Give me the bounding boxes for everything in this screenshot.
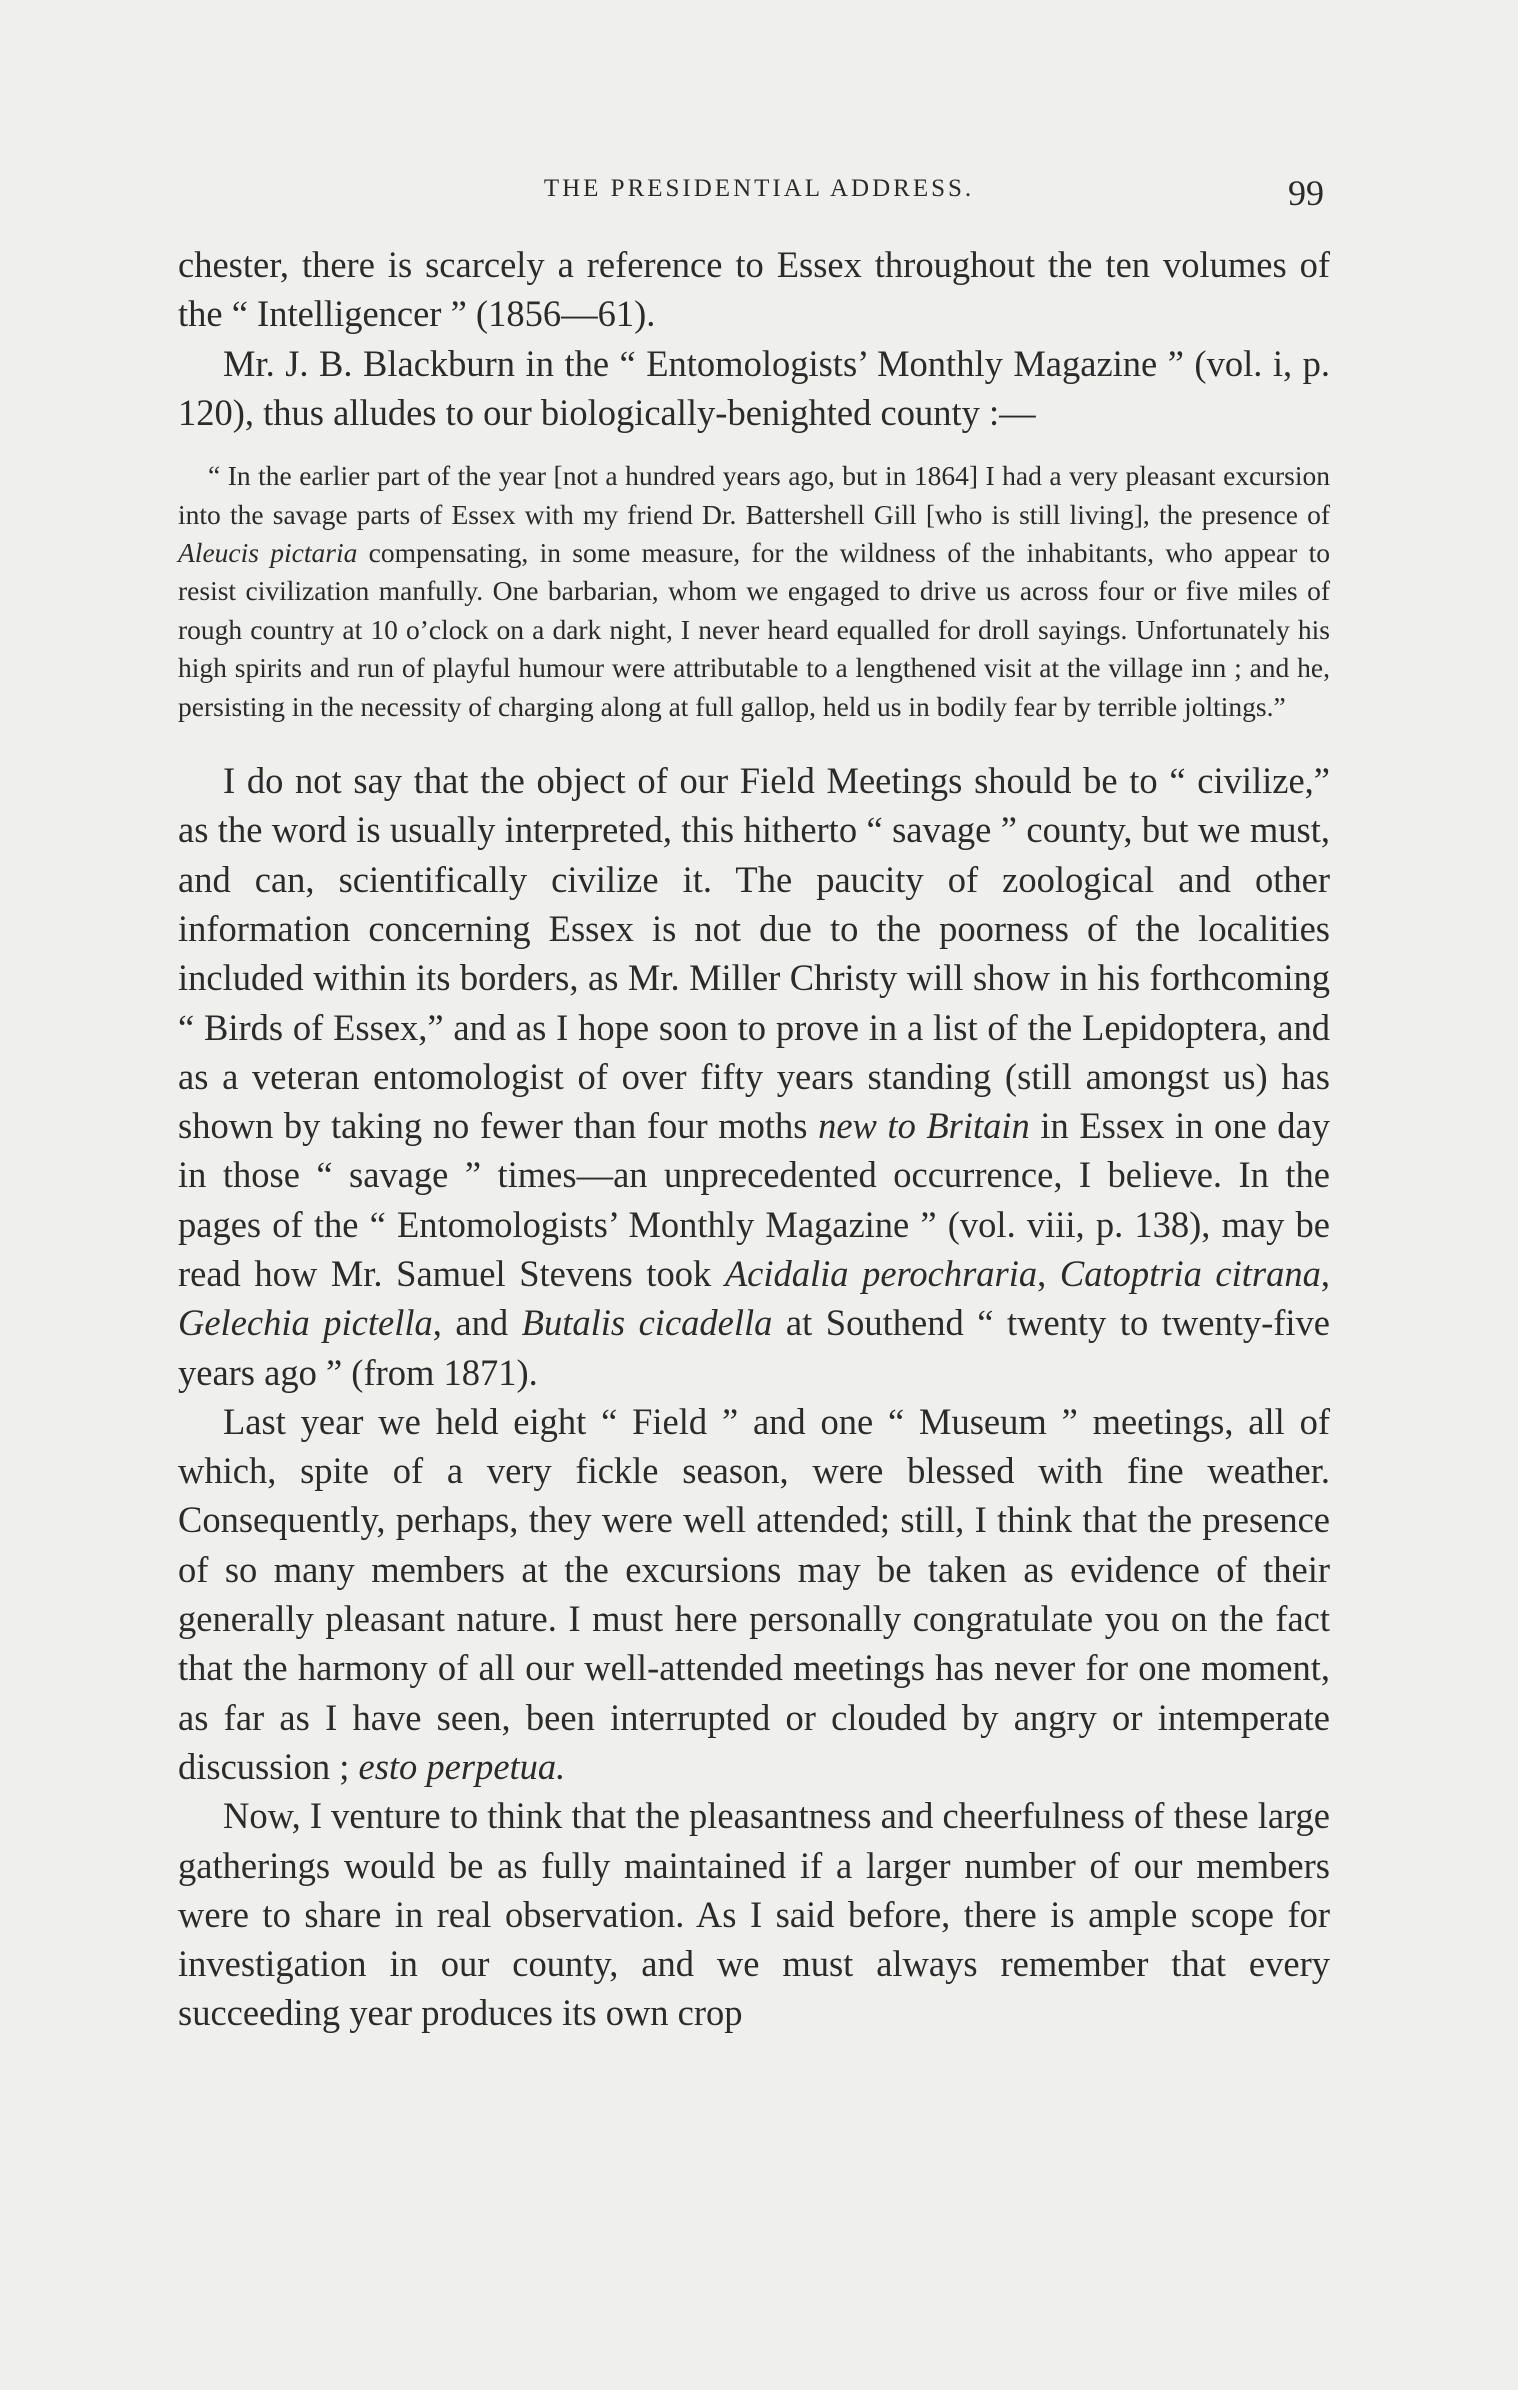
paragraph-continuation: chester, there is scarcely a reference to Essex throughout the ten volumes of the “ Intelligencer ” (1856—61). [178, 244, 1330, 335]
quote-text-end: compensating, in some measure, for the wildness of the inhabitants, who appear to resist civilization manfully. One barbarian, whom we engaged to drive us across four or five miles of rough country at 10 o’clock on a dark night, I never heard equalled for droll sayings. Unfortunately his high spirits and run of playful humour were attributable to a lengthened visit at the village inn ; and he, persisting in the necessity of charging along at full gallop, held us in bodily fear by terrible joltings.” [178, 537, 1330, 722]
paragraph-last-year [178, 1397, 1330, 1791]
block-quote [178, 457, 1330, 726]
species-name: Gelechia pictella [178, 1302, 433, 1344]
body-text [178, 240, 1330, 2038]
quote-species-name: Aleucis pictaria [178, 537, 358, 568]
text-run: at Southend “ twenty to twenty-five years ago ” (from 1871). [178, 1302, 1330, 1393]
italic-run: new to Britain [818, 1105, 1030, 1147]
italic-run: esto perpetua. [358, 1745, 566, 1787]
species-name: Acidalia perochraria [724, 1253, 1038, 1294]
species-name: Catoptria citrana [1059, 1253, 1321, 1294]
species-name: Butalis cicadella [521, 1302, 773, 1344]
text-run: , [1037, 1253, 1060, 1294]
text-run: in Essex in one day in those “ savage ” times—an unprecedented occurrence, I believe. In the pages of the “ Entomologists’ Monthly Magazine ” (vol. viii, p. 138), may be read how Mr. Samuel Stevens took [178, 1105, 1330, 1294]
paragraph-observation: Now, I venture to think that the pleasantness and cheerfulness of these large gatherings would be as fully maintained if a larger number of our members were to share in real observation. As I said before, there is ample scope for investigation in our county, and we must always remember that every succeeding year produces its own crop [178, 1795, 1330, 2034]
quote-text-start: “ In the earlier part of the year [not a hundred years ago, but in 1864] I had a very pleasant excursion into the savage parts of Essex with my friend Dr. Battershell Gill [who is still living], the presence of [178, 460, 1330, 530]
running-title: THE PRESIDENTIAL ADDRESS. [543, 175, 975, 202]
paragraph-field-meetings [178, 756, 1330, 1397]
paragraph-blackburn: Mr. J. B. Blackburn in the “ Entomologists’ Monthly Magazine ” (vol. i, p. 120), thus alludes to our biologically-benighted county :— [178, 342, 1330, 433]
text-run: , [1320, 1253, 1330, 1294]
text-run: Last year we held eight “ Field ” and one “ Museum ” meetings, all of which, spite of a very fickle season, were blessed with fine weather. Consequently, perhaps, they were well attended; still, I think that the presence of so many members at the excursions may be taken as evidence of their generally pleasant nature. I must here personally congratulate you on the fact that the harmony of all our well-attended meetings has never for one moment, as far as I have seen, been interrupted or clouded by angry or intemperate discussion ; [178, 1400, 1330, 1787]
text-run: I do not say that the object of our Field Meetings should be to “ civilize,” as the word is usually interpreted, this hitherto “ savage ” county, but we must, and can, scientifically civilize it. The paucity of zoological and other information concerning Essex is not due to the poorness of the localities included within its borders, as Mr. Miller Christy will show in his forthcoming “ Birds of Essex,” and as I hope soon to prove in a list of the Lepidoptera, and as a veteran entomologist of over fifty years standing (still amongst us) has shown by taking no fewer than four moths [178, 760, 1330, 1147]
page-number: 99 [1288, 173, 1324, 213]
text-run: , and [432, 1302, 522, 1344]
